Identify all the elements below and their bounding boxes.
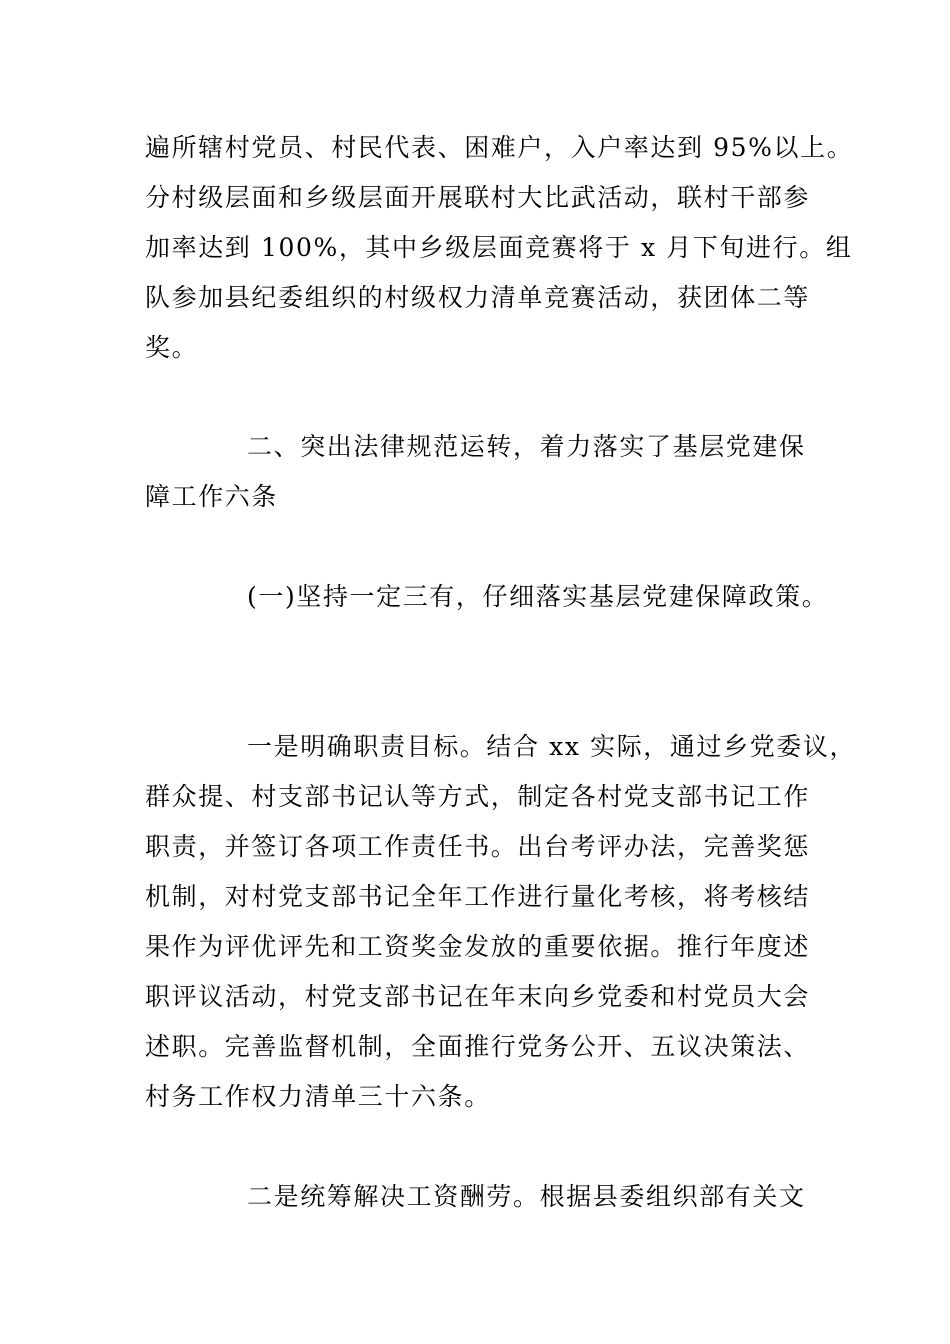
paragraph-line: 述职。完善监督机制，全面推行党务公开、五议决策法、 — [145, 1032, 811, 1061]
section-heading: 障工作六条 — [145, 482, 279, 511]
paragraph-line: 机制，对村党支部书记全年工作进行量化考核，将考核结 — [145, 882, 811, 911]
sub-heading: (一)坚持一定三有，仔细落实基层党建保障政策。 — [247, 582, 829, 611]
paragraph-line: 群众提、村支部书记认等方式，制定各村党支部书记工作 — [145, 782, 811, 811]
paragraph-line: 队参加县纪委组织的村级权力清单竞赛活动，获团体二等 — [145, 283, 811, 312]
paragraph-line: 奖。 — [145, 333, 199, 362]
paragraph-line: 分村级层面和乡级层面开展联村大比武活动，联村干部参 — [145, 183, 811, 212]
paragraph-line: 遍所辖村党员、村民代表、困难户，入户率达到 95%以上。 — [145, 133, 854, 162]
paragraph-line: 果作为评优评先和工资奖金发放的重要依据。推行年度述 — [145, 932, 811, 961]
paragraph-line: 二是统筹解决工资酬劳。根据县委组织部有关文 — [247, 1182, 806, 1211]
paragraph-line: 一是明确职责目标。结合 xx 实际，通过乡党委议， — [247, 732, 857, 761]
paragraph-line: 村务工作权力清单三十六条。 — [145, 1082, 491, 1111]
section-heading: 二、突出法律规范运转，着力落实了基层党建保 — [247, 432, 806, 461]
paragraph-line: 加率达到 100%，其中乡级层面竞赛将于 x 月下旬进行。组 — [145, 233, 853, 262]
paragraph-line: 职责，并签订各项工作责任书。出台考评办法，完善奖惩 — [145, 832, 811, 861]
paragraph-line: 职评议活动，村党支部书记在年末向乡党委和村党员大会 — [145, 982, 811, 1011]
